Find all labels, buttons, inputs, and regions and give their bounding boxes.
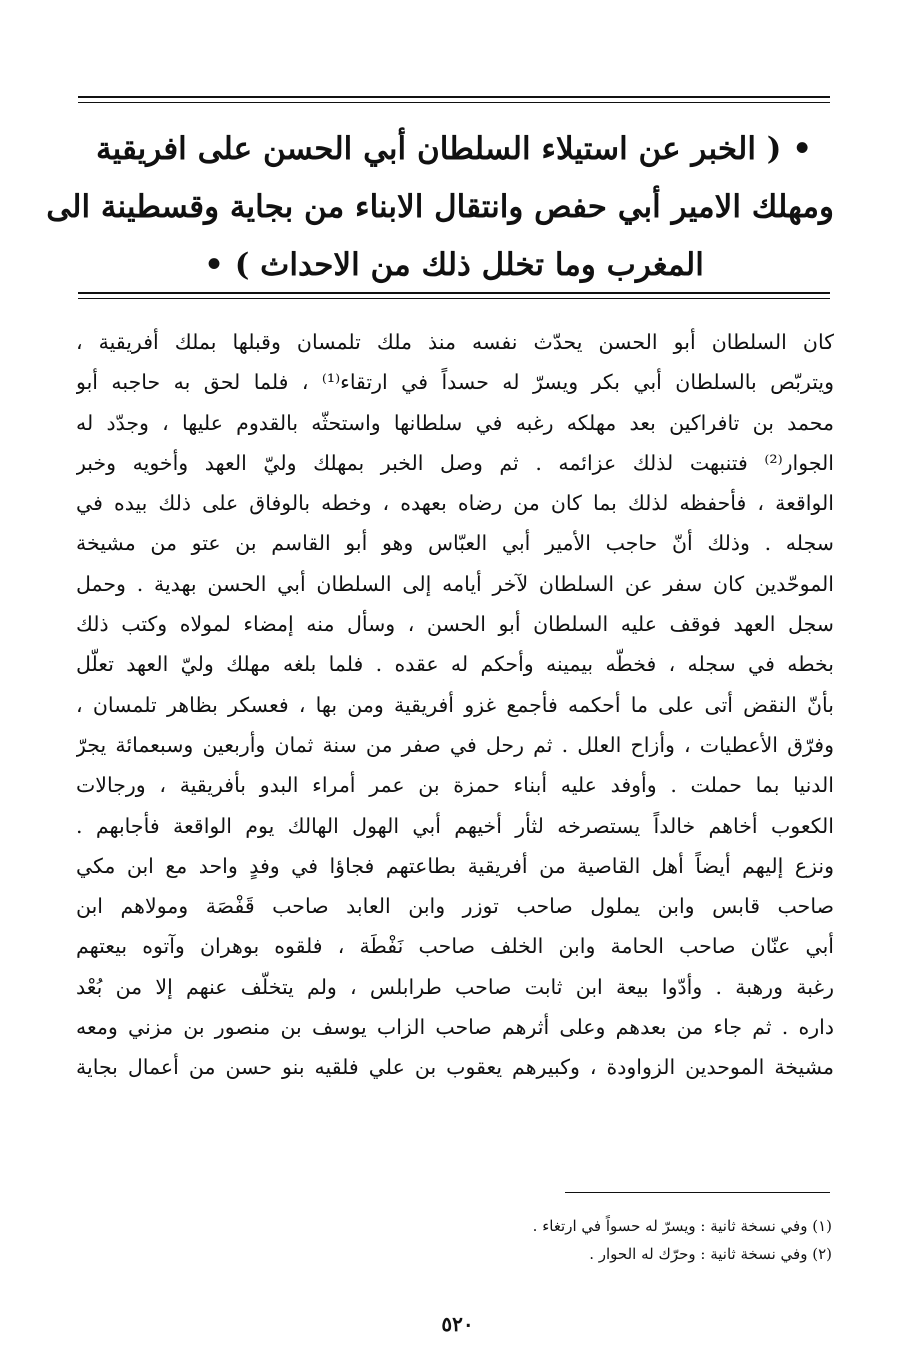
body-line: أبي عنّان صاحب الحامة وابن الخلف صاحب نَفْطَة ، فلقوه بوهران وآتوه بيعتهم xyxy=(76,934,834,959)
body-line: صاحب قابس وابن يملول صاحب توزر وابن العابد صاحب قَفْصَة ومولاهم ابن xyxy=(76,894,834,919)
body-line: الواقعة ، فأحفظه لذلك بما كان من رضاه بعهده ، وخطه بالوفاق على ذلك بيده في xyxy=(76,491,834,516)
body-line: الدنيا بما حملت . وأوفد عليه أبناء حمزة بن عمر أمراء البدو بأفريقية ، ورجالات xyxy=(76,773,834,798)
footnote-2: (٢) وفي نسخة ثانية : وحرّك له الحوار . xyxy=(589,1245,832,1263)
body-line: الكعوب أخاهم خالداً يستصرخه لثأر أخيهم أبي الهول الهالك يوم الواقعة فأجابهم . xyxy=(76,813,834,838)
body-line: الجوار⁽²⁾ فتنبهت لذلك عزائمه . ثم وصل الخبر بمهلك وليّ العهد وأخويه وخبر xyxy=(76,450,834,475)
body-line: ويتربّص بالسلطان أبي بكر ويسرّ له حسداً في ارتقاء⁽¹⁾ ، فلما لحق به حاجبه أبو xyxy=(76,370,834,395)
body-paragraph xyxy=(76,322,834,1088)
bottom-double-rule-1 xyxy=(78,292,830,294)
heading-line: • ( الخبر عن استيلاء السلطان أبي الحسن على افريقية xyxy=(95,131,813,167)
body-line: كان السلطان أبو الحسن يحدّث نفسه منذ ملك تلمسان وقبلها بملك أفريقية ، xyxy=(76,330,834,354)
footnote-separator xyxy=(565,1192,830,1193)
body-line: سجله . وذلك أنّ حاجب الأمير أبي العبّاس وهو أبو القاسم بن عتو من مشيخة xyxy=(76,531,834,556)
footnotes xyxy=(400,1212,832,1268)
body-line: ونزع إليهم أيضاً أهل القاصية من أفريقية بطاعتهم فجاؤا في وفدٍ واحد مع ابن مكي xyxy=(76,853,834,878)
chapter-heading xyxy=(46,120,834,294)
body-line: مشيخة الموحدين الزواودة ، وكبيرهم يعقوب بن علي فلقيه بنو حسن من أعمال بجاية xyxy=(76,1055,834,1080)
heading-line: المغرب وما تخلل ذلك من الاحداث ) • xyxy=(204,247,704,283)
body-line: داره . ثم جاء من بعدهم وعلى أثرهم صاحب الزاب يوسف بن منصور بن مزني ومعه xyxy=(76,1015,834,1040)
body-line: رغبة ورهبة . وأدّوا بيعة ابن ثابت صاحب طرابلس ، ولم يتخلّف عنهم إلا من بُعْد xyxy=(76,974,834,999)
footnote-1: (١) وفي نسخة ثانية : ويسرّ له حسواً في ارتغاء . xyxy=(532,1217,832,1235)
body-line: سجل العهد فوقف عليه السلطان أبو الحسن ، وسأل منه إمضاء لمولاه وكتب ذلك xyxy=(76,612,834,637)
top-double-rule-2 xyxy=(78,102,830,103)
body-line: الموحّدين كان سفر عن السلطان لآخر أيامه إلى السلطان أبي الحسن بهدية . وحمل xyxy=(76,571,834,596)
bottom-double-rule-2 xyxy=(78,298,830,299)
body-line: وفرّق الأعطيات ، وأزاح العلل . ثم رحل في صفر من سنة ثمان وأربعين وسبعمائة يجرّ xyxy=(76,732,834,757)
page-number: ٥٢٠ xyxy=(441,1312,474,1336)
body-line: محمد بن تافراكين بعد مهلكه رغبه في سلطانها واستحثّه بالقدوم عليها ، وجدّد له xyxy=(76,410,834,435)
body-line: بأنّ النقض أتى على ما أحكمه فأجمع غزو أفريقية ومن بها ، فعسكر بظاهر تلمسان ، xyxy=(76,692,834,717)
heading-line: ومهلك الامير أبي حفص وانتقال الابناء من بجاية وقسطينة الى xyxy=(46,189,834,225)
top-double-rule-1 xyxy=(78,96,830,98)
body-line: بخطه في سجله ، فخطّه بيمينه وأحكم له عقده . فلما بلغه مهلك وليّ العهد تعلّل xyxy=(76,652,834,677)
